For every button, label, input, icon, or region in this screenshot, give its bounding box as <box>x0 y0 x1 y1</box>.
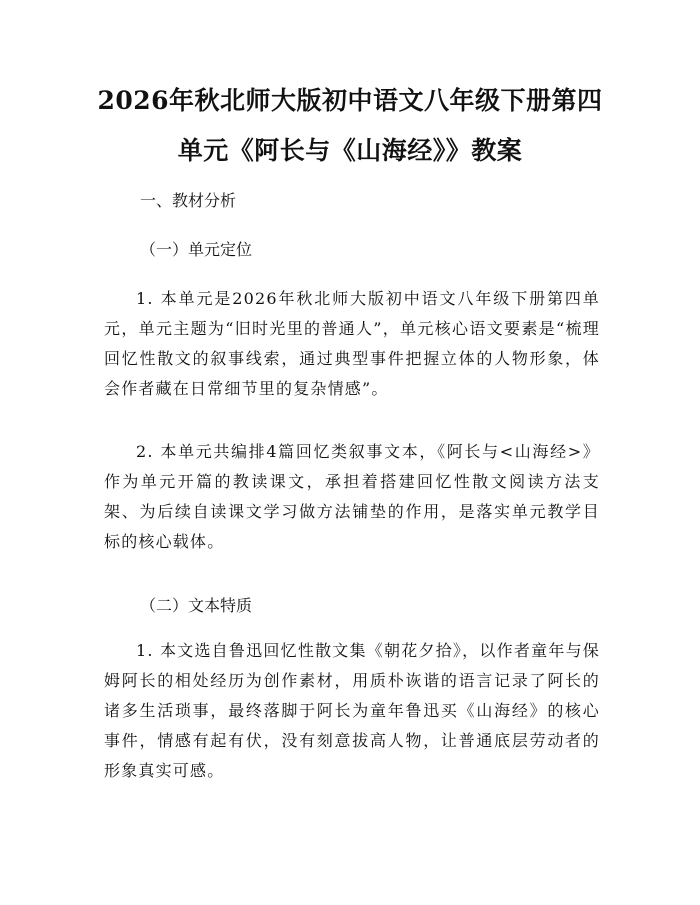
subsection-heading-text-features: （二）文本特质 <box>140 596 253 615</box>
section-heading-textbook-analysis: 一、教材分析 <box>140 191 237 210</box>
document-title-line-2: 单元《阿长与《山海经》》教案 <box>177 136 523 165</box>
paragraph-unit-theme: 1. 本单元是2026年秋北师大版初中语文八年级下册第四单元，单元主题为“旧时光里的普通人”，单元核心语文要素是“梳理回忆性散文的叙事线索，通过典型事件把握立体的人物形象，体会作者藏在日常细节里的复杂情感”。 <box>104 289 600 398</box>
paragraph-text-source: 1. 本文选自鲁迅回忆性散文集《朝花夕拾》，以作者童年与保姆阿长的相处经历为创作素材，用质朴诙谐的语言记录了阿长的诸多生活琐事，最终落脚于阿长为童年鲁迅买《山海经》的核心事件，情感有起有伏，没有刻意拔高人物，让普通底层劳动者的形象真实可感。 <box>104 641 600 780</box>
paragraph-unit-texts: 2. 本单元共编排4篇回忆类叙事文本，《阿长与<山海经>》作为单元开篇的教读课文，承担着搭建回忆性散文阅读方法支架、为后续自读课文学习做方法铺垫的作用，是落实单元教学目标的核心载体。 <box>104 442 600 551</box>
subsection-heading-unit-positioning: （一）单元定位 <box>140 240 253 259</box>
document-title-line-1: 2026年秋北师大版初中语文八年级下册第四 <box>97 86 603 115</box>
